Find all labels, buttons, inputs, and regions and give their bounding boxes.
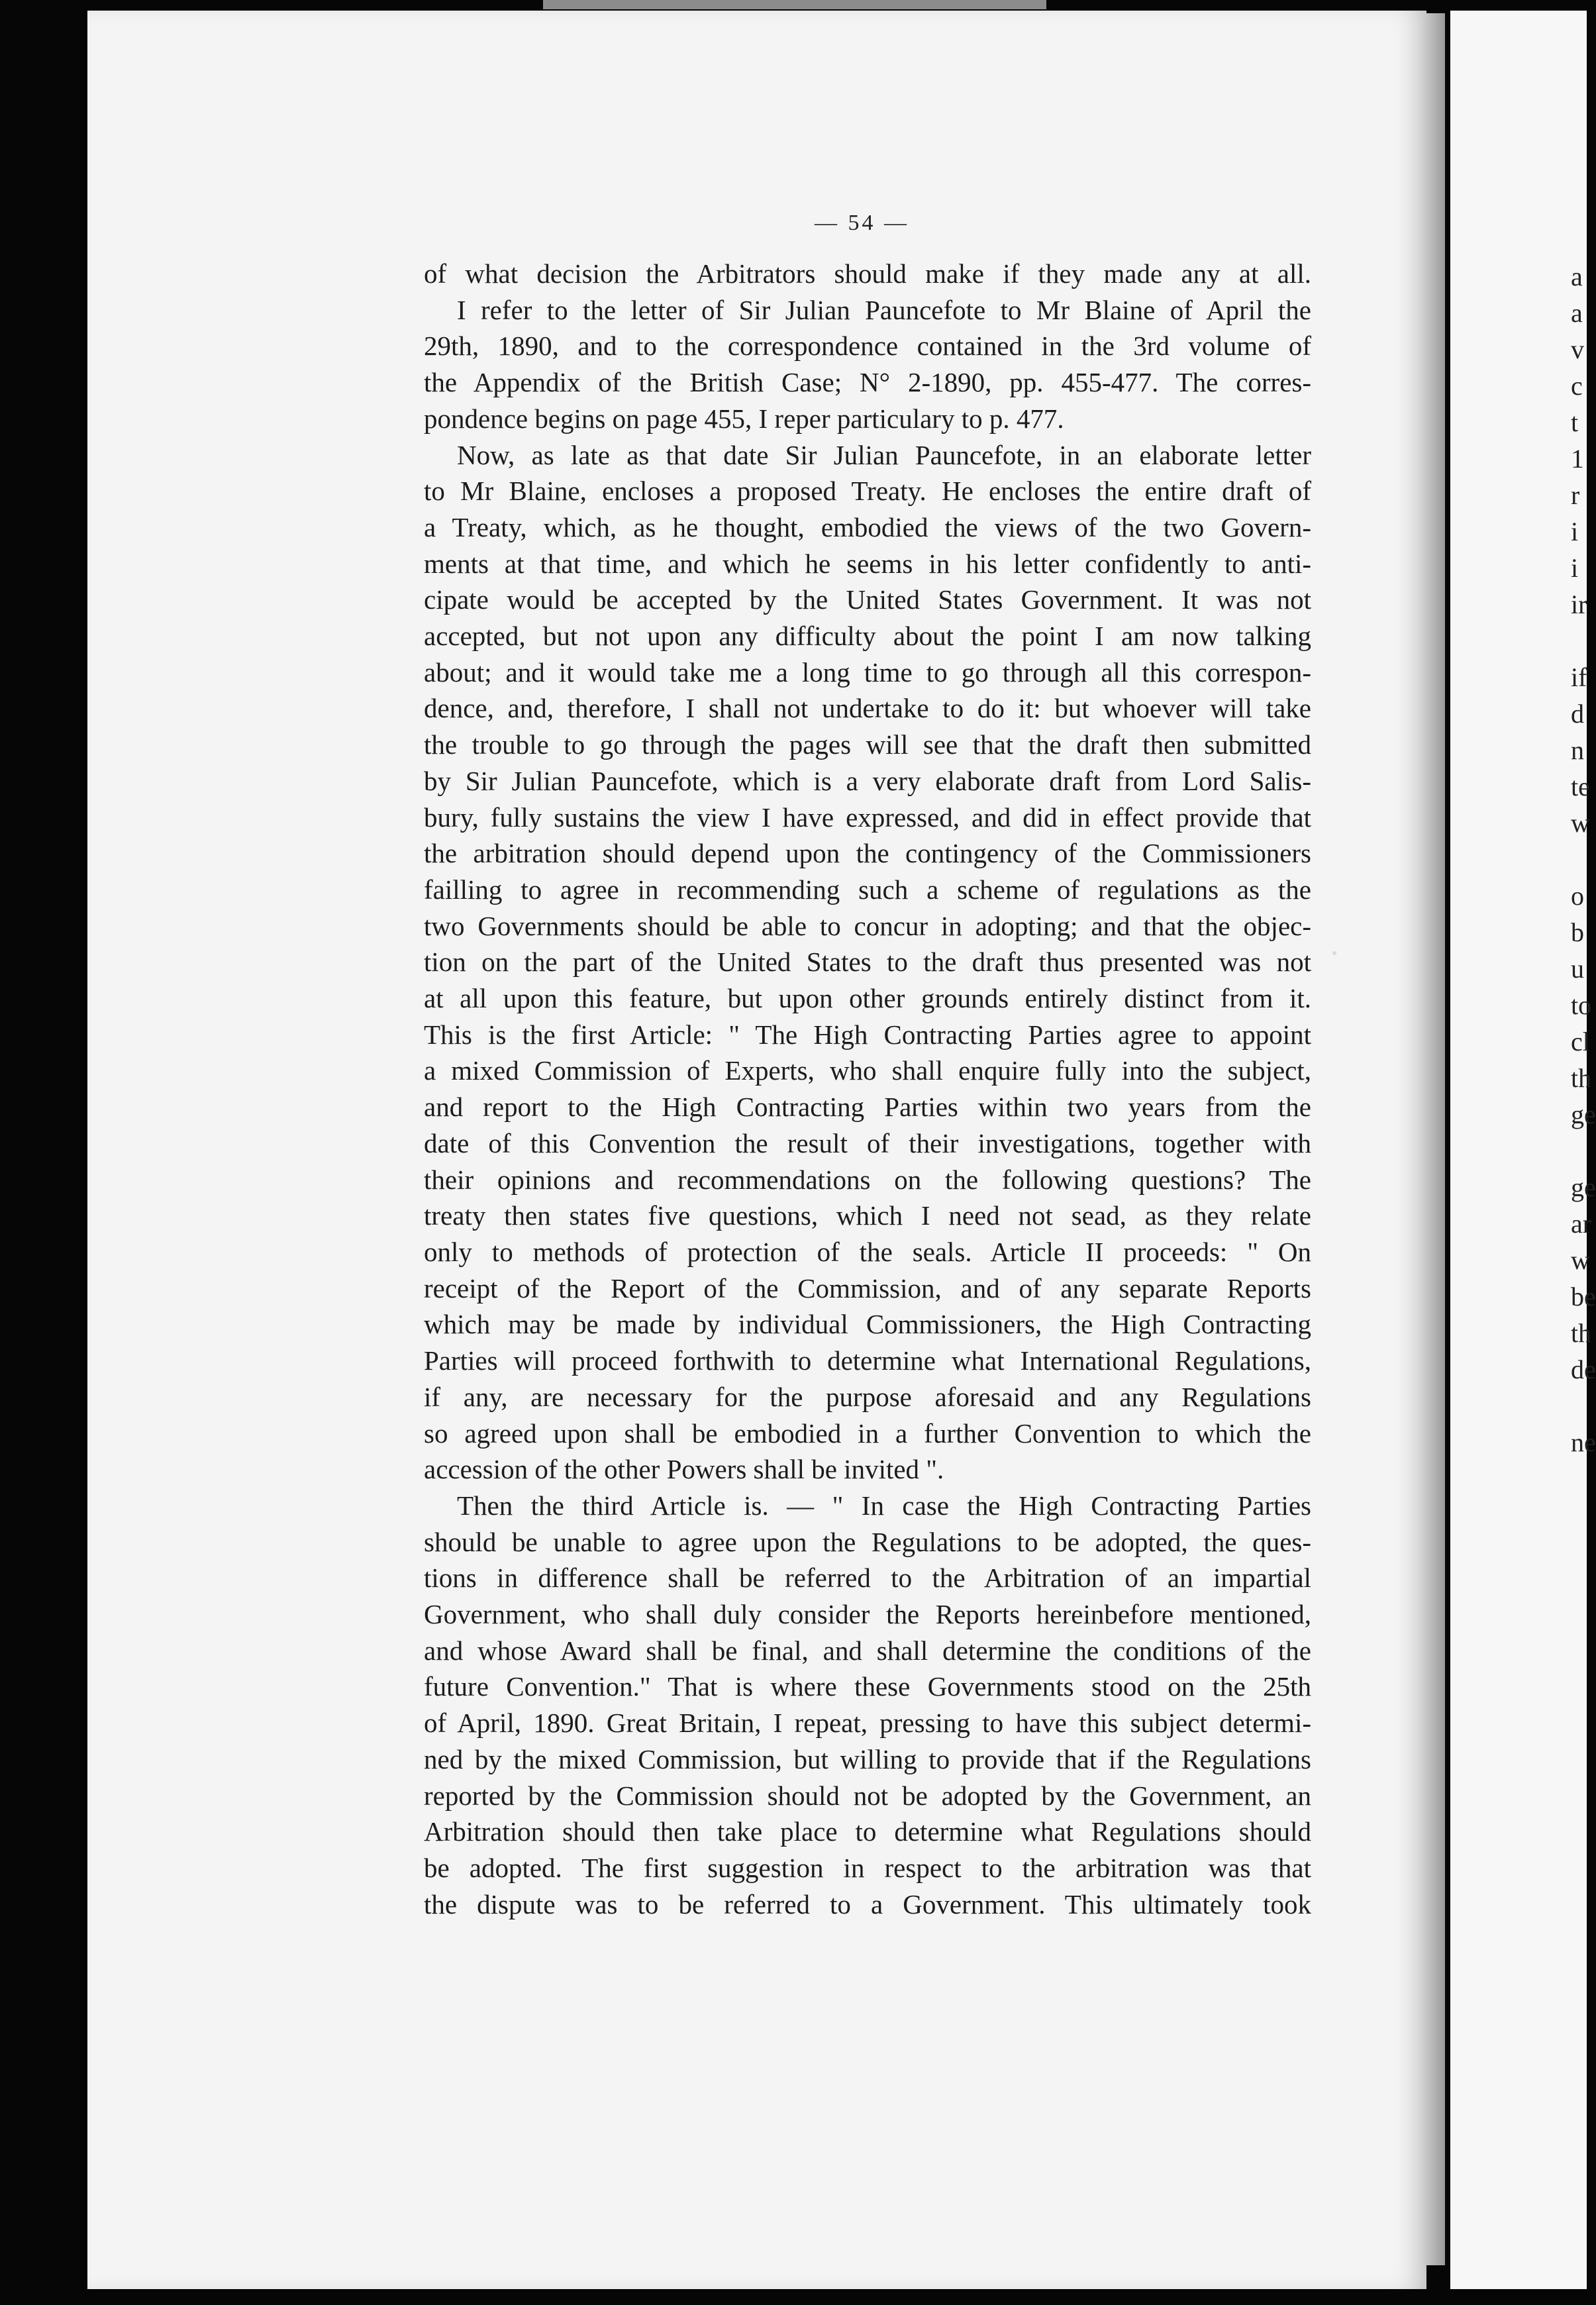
- paper-speck: [1332, 951, 1336, 955]
- text-line: tion on the part of the United States to the draft thus presented was not: [424, 947, 1311, 978]
- adjacent-fragment: o: [1571, 881, 1584, 911]
- adjacent-fragment: d: [1571, 699, 1584, 729]
- text-line: Government, who shall duly consider the Reports hereinbefore mentioned,: [424, 1599, 1311, 1630]
- adjacent-fragment: a: [1571, 262, 1583, 291]
- text-line: of what decision the Arbitrators should make if they made any at all.: [424, 258, 1311, 289]
- text-line: by Sir Julian Pauncefote, which is a very elaborate draft from Lord Salis-: [424, 765, 1311, 796]
- text-line: ments at that time, and which he seems in his letter confidently to anti-: [424, 548, 1311, 579]
- text-line: receipt of the Report of the Commission, and of any separate Reports: [424, 1272, 1311, 1304]
- adjacent-fragment: ar: [1571, 1209, 1592, 1239]
- text-line: a Treaty, which, as he thought, embodied the views of the two Govern-: [424, 511, 1311, 542]
- text-line: accepted, but not upon any difficulty about the point I am now talking: [424, 621, 1311, 652]
- text-line: and whose Award shall be final, and shall determine the conditions of the: [424, 1635, 1311, 1666]
- text-line: 29th, 1890, and to the correspondence contained in the 3rd volume of: [424, 331, 1311, 362]
- text-line: pondence begins on page 455, I reper particulary to p. 477.: [424, 403, 1064, 434]
- text-line: if any, are necessary for the purpose aforesaid and any Regulations: [424, 1381, 1311, 1412]
- adjacent-fragment: th: [1571, 1063, 1592, 1093]
- adjacent-fragment: 1: [1571, 444, 1584, 474]
- text-line: at all upon this feature, but upon other grounds entirely distinct from it.: [424, 983, 1311, 1014]
- adjacent-fragment: to: [1571, 990, 1592, 1020]
- adjacent-fragment: [1571, 1388, 1587, 1424]
- adjacent-fragment: de: [1571, 1355, 1596, 1384]
- text-line: so agreed upon shall be embodied in a further Convention to which the: [424, 1417, 1311, 1449]
- text-line: treaty then states five questions, which I need not sead, as they relate: [424, 1200, 1311, 1231]
- text-line: accession of the other Powers shall be invited ".: [424, 1454, 944, 1485]
- adjacent-fragment: ge: [1571, 1172, 1596, 1202]
- adjacent-fragment: [1571, 623, 1587, 659]
- adjacent-fragment: if: [1571, 662, 1587, 692]
- adjacent-fragment: r: [1571, 480, 1580, 510]
- adjacent-fragment: w: [1571, 808, 1590, 838]
- text-line: failling to agree in recommending such a scheme of regulations as the: [424, 874, 1311, 905]
- adjacent-fragment: ir: [1571, 589, 1587, 619]
- adjacent-fragment: v: [1571, 334, 1584, 364]
- adjacent-page: [1450, 11, 1596, 2289]
- text-line: the trouble to go through the pages will see that the draft then submitted: [424, 729, 1311, 760]
- text-line: and report to the High Contracting Parties within two years from the: [424, 1092, 1311, 1123]
- adjacent-fragment: i: [1571, 517, 1579, 546]
- adjacent-fragment: i: [1571, 553, 1579, 583]
- text-line: dence, and, therefore, I shall not undertake to do it: but whoever will take: [424, 693, 1311, 724]
- text-line: the dispute was to be referred to a Government. This ultimately took: [424, 1888, 1311, 1920]
- adjacent-fragment: u: [1571, 954, 1584, 984]
- text-line: Then the third Article is. — " In case the High Contracting Parties: [457, 1490, 1311, 1521]
- text-line: bury, fully sustains the view I have expressed, and did in effect provide that: [424, 801, 1311, 833]
- text-line: date of this Convention the result of their investigations, together with: [424, 1127, 1311, 1158]
- text-line: their opinions and recommendations on the following questions? The: [424, 1164, 1311, 1195]
- text-line: tions in difference shall be referred to the Arbitration of an impartial: [424, 1562, 1311, 1594]
- adjacent-page-text: [1571, 258, 1596, 1460]
- adjacent-fragment: cl: [1571, 1027, 1590, 1056]
- adjacent-fragment: ne: [1571, 1427, 1596, 1457]
- body-text: [424, 256, 1311, 1922]
- text-line: two Governments should be able to concur in adopting; and that the objec-: [424, 910, 1311, 941]
- adjacent-fragment: t: [1571, 407, 1579, 437]
- text-line: be adopted. The first suggestion in respect to the arbitration was that: [424, 1852, 1311, 1883]
- text-line: reported by the Commission should not be adopted by the Government, an: [424, 1780, 1311, 1811]
- text-line: the arbitration should depend upon the contingency of the Commissioners: [424, 838, 1311, 869]
- text-line: Arbitration should then take place to determine what Regulations should: [424, 1816, 1311, 1847]
- adjacent-fragment: [1571, 841, 1587, 878]
- page-number: — 54 —: [815, 211, 909, 235]
- text-line: cipate would be accepted by the United States Government. It was not: [424, 584, 1311, 615]
- text-line: about; and it would take me a long time to go through all this correspon-: [424, 656, 1311, 688]
- text-line: which may be made by individual Commissioners, the High Contracting: [424, 1309, 1311, 1340]
- text-line: of April, 1890. Great Britain, I repeat, pressing to have this subject determi-: [424, 1708, 1311, 1739]
- scan-top-strip: [543, 0, 1046, 9]
- text-line: only to methods of protection of the seals. Article II proceeds: " On: [424, 1236, 1311, 1267]
- text-line: future Convention." That is where these Governments stood on the 25th: [424, 1671, 1311, 1702]
- adjacent-fragment: b: [1571, 917, 1584, 947]
- adjacent-fragment: th: [1571, 1318, 1592, 1348]
- text-line: ned by the mixed Commission, but willing to provide that if the Regulations: [424, 1743, 1311, 1774]
- adjacent-fragment: w: [1571, 1245, 1590, 1275]
- adjacent-fragment: [1571, 1133, 1587, 1169]
- page-gutter-edge: [1422, 13, 1445, 2265]
- text-line: to Mr Blaine, encloses a proposed Treaty. He encloses the entire draft of: [424, 476, 1311, 507]
- text-line: Parties will proceed forthwith to determine what International Regulations,: [424, 1345, 1311, 1376]
- adjacent-fragment: c: [1571, 371, 1583, 401]
- text-line: the Appendix of the British Case; N° 2-1890, pp. 455-477. The corres-: [424, 367, 1311, 398]
- text-line: I refer to the letter of Sir Julian Pauncefote to Mr Blaine of April the: [457, 294, 1311, 325]
- text-line: This is the first Article: " The High Contracting Parties agree to appoint: [424, 1019, 1311, 1050]
- adjacent-fragment: n: [1571, 735, 1584, 765]
- text-line: should be unable to agree upon the Regulations to be adopted, the ques-: [424, 1526, 1311, 1557]
- adjacent-fragment: te: [1571, 772, 1590, 801]
- text-line: a mixed Commission of Experts, who shall enquire fully into the subject,: [424, 1055, 1311, 1086]
- adjacent-fragment: ge: [1571, 1100, 1596, 1129]
- text-line: Now, as late as that date Sir Julian Pauncefote, in an elaborate letter: [457, 439, 1311, 470]
- adjacent-fragment: be: [1571, 1282, 1596, 1311]
- adjacent-fragment: a: [1571, 298, 1583, 328]
